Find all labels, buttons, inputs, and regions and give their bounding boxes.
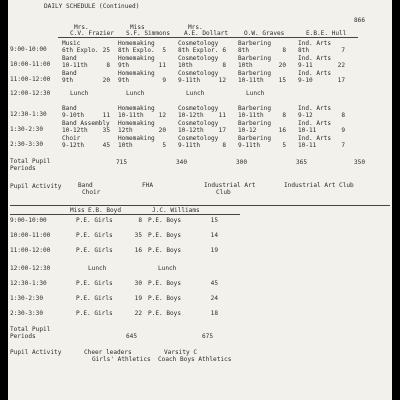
teacher-name: J.C. Williams	[152, 207, 200, 214]
pupil-count: 24	[210, 295, 218, 302]
class-subject: Choir	[62, 135, 81, 142]
class-subject: Lunch	[158, 265, 177, 272]
class-subject: Music	[62, 40, 81, 47]
class-subject: P.E. Boys	[148, 247, 182, 254]
pupil-count: 22	[134, 310, 142, 317]
class-subject: Ind. Arts	[298, 55, 332, 62]
pupil-count: 8	[222, 62, 226, 69]
class-subject: Cosmetology	[178, 135, 219, 142]
activity-name: Club	[216, 189, 231, 196]
time-slot: 11:00-12:00	[10, 247, 51, 254]
total-value: 300	[236, 159, 248, 166]
class-subject: P.E. Girls	[76, 280, 113, 287]
class-grade: 9-11th	[238, 142, 261, 149]
time-slot: 12:30-1:30	[10, 111, 47, 118]
class-subject: Barbering	[238, 55, 272, 62]
time-slot: 9:00-10:00	[10, 46, 47, 53]
pupil-count: 20	[158, 127, 166, 134]
class-subject: Barbering	[238, 70, 272, 77]
time-slot: 12:00-12:30	[10, 90, 51, 97]
class-grade: 8th Explo.	[118, 47, 155, 54]
pupil-count: 8	[282, 112, 286, 119]
class-grade: 10-11th	[62, 62, 88, 69]
document-title: DAILY SCHEDULE (Continued)	[44, 3, 140, 10]
time-slot: 1:30-2:30	[10, 295, 44, 302]
time-slot: 11:00-12:00	[10, 76, 51, 83]
header-rule-1	[58, 37, 358, 38]
class-subject: Ind. Arts	[298, 105, 332, 112]
total-value: 340	[176, 159, 188, 166]
pupil-count: 20	[102, 77, 110, 84]
class-grade: 6th Explo.	[62, 47, 99, 54]
class-subject: Homemaking	[118, 135, 155, 142]
class-subject: Ind. Arts	[298, 135, 332, 142]
class-subject: Barbering	[238, 120, 272, 127]
pupil-count: 17	[218, 127, 226, 134]
class-subject: Homemaking	[118, 120, 155, 127]
pupil-count: 11	[218, 112, 226, 119]
pupil-count: 6	[222, 47, 226, 54]
activity-name: Coach Boys Athletics	[158, 356, 232, 363]
pupil-count: 15	[210, 217, 218, 224]
class-subject: Barbering	[238, 135, 272, 142]
header-rule-2	[10, 214, 240, 215]
pupil-count: 16	[134, 247, 142, 254]
class-subject: Lunch	[70, 90, 89, 97]
pupil-count: 8	[106, 62, 110, 69]
class-grade: 10-11th	[118, 112, 144, 119]
total-value: 675	[202, 333, 214, 340]
class-subject: Cosmetology	[178, 55, 219, 62]
activity-name: Varsity C	[164, 349, 198, 356]
total-value: 715	[116, 159, 128, 166]
class-subject: P.E. Boys	[148, 310, 182, 317]
pupil-count: 19	[134, 295, 142, 302]
pupil-count: 15	[278, 77, 286, 84]
class-grade: 9-10	[298, 77, 313, 84]
activity-label: Pupil Activity	[10, 349, 62, 356]
class-grade: 10th	[238, 62, 253, 69]
activity-name: FHA	[142, 182, 154, 189]
class-grade: 10th	[178, 62, 193, 69]
teacher-name: C.V. Frazier	[70, 30, 115, 37]
class-grade: 9-12	[298, 112, 313, 119]
class-subject: P.E. Girls	[76, 232, 113, 239]
pupil-count: 16	[278, 127, 286, 134]
pupil-count: 18	[210, 310, 218, 317]
teacher-title: Mrs.	[74, 24, 89, 31]
teacher-title: Miss	[130, 24, 145, 31]
activity-name: Girls' Athletics	[92, 356, 151, 363]
class-grade: 10-12th	[62, 127, 88, 134]
pupil-count: 8	[282, 47, 286, 54]
class-subject: Cosmetology	[178, 70, 219, 77]
class-subject: P.E. Boys	[148, 217, 182, 224]
pupil-count: 5	[162, 142, 166, 149]
class-subject: Ind. Arts	[298, 70, 332, 77]
pupil-count: 12	[218, 77, 226, 84]
class-subject: Ind. Arts	[298, 120, 332, 127]
class-grade: 10-11th	[238, 77, 264, 84]
teacher-name: E.B. Boyd	[88, 207, 122, 214]
class-grade: 8th Explor.	[178, 47, 219, 54]
pupil-count: 12	[158, 112, 166, 119]
class-subject: Homemaking	[118, 40, 155, 47]
pupil-count: 8	[222, 142, 226, 149]
time-slot: 1:30-2:30	[10, 126, 44, 133]
teacher-name: E.B.E. Hull	[306, 30, 347, 37]
class-grade: 10-12th	[178, 127, 204, 134]
class-subject: Homemaking	[118, 55, 155, 62]
pupil-count: 35	[134, 232, 142, 239]
class-grade: 10th	[118, 142, 133, 149]
pupil-count: 8	[138, 217, 142, 224]
teacher-name: A.E. Dollart	[184, 30, 229, 37]
class-subject: Cosmetology	[178, 120, 219, 127]
pupil-count: 5	[162, 47, 166, 54]
class-subject: P.E. Boys	[148, 295, 182, 302]
class-subject: Band	[62, 105, 77, 112]
pupil-count: 17	[337, 77, 345, 84]
class-subject: Band	[62, 55, 77, 62]
class-subject: P.E. Girls	[76, 310, 113, 317]
class-grade: 10-12	[238, 127, 257, 134]
class-grade: 9th	[118, 77, 130, 84]
teacher-title: Miss	[70, 207, 85, 214]
pupil-count: 7	[341, 142, 345, 149]
class-grade: 8th	[298, 47, 310, 54]
class-subject: P.E. Boys	[148, 232, 182, 239]
activity-name: Cheer leaders	[84, 349, 132, 356]
class-grade: 9-11th	[178, 77, 201, 84]
class-grade: 10-12th	[178, 112, 204, 119]
class-subject: Homemaking	[118, 105, 155, 112]
class-subject: P.E. Girls	[76, 247, 113, 254]
pupil-count: 45	[210, 280, 218, 287]
pupil-count: 11	[102, 112, 110, 119]
time-slot: 2:30-3:30	[10, 310, 44, 317]
total-value: 645	[126, 333, 138, 340]
class-grade: 8th	[238, 47, 250, 54]
class-grade: 9-11th	[178, 142, 201, 149]
pupil-count: 20	[278, 62, 286, 69]
activity-name: Industrial Art Club	[284, 182, 354, 189]
pupil-count: 25	[102, 47, 110, 54]
class-grade: 10-11th	[238, 112, 264, 119]
class-grade: 9th	[62, 77, 74, 84]
class-grade: 9-12th	[62, 142, 85, 149]
totals-label: Periods	[10, 333, 36, 340]
class-subject: Barbering	[238, 105, 272, 112]
class-subject: Ind. Arts	[298, 40, 332, 47]
divider-rule	[10, 205, 390, 206]
pupil-count: 35	[102, 127, 110, 134]
pupil-count: 22	[337, 62, 345, 69]
class-grade: 10-11	[298, 142, 317, 149]
teacher-title: Mrs.	[188, 24, 203, 31]
total-value: 365	[296, 159, 308, 166]
class-subject: Lunch	[126, 90, 145, 97]
class-subject: Lunch	[246, 90, 265, 97]
pupil-count: 7	[341, 47, 345, 54]
time-slot: 12:30-1:30	[10, 280, 47, 287]
activity-label: Pupil Activity	[10, 183, 62, 190]
pupil-count: 8	[341, 112, 345, 119]
class-subject: Band Assembly	[62, 120, 110, 127]
teacher-name: S.F. Simmons	[126, 30, 171, 37]
class-subject: P.E. Girls	[76, 217, 113, 224]
class-grade: 10-11	[298, 127, 317, 134]
activity-name: Choir	[82, 189, 101, 196]
class-grade: 9-11	[298, 62, 313, 69]
class-subject: Cosmetology	[178, 40, 219, 47]
time-slot: 10:00-11:00	[10, 61, 51, 68]
pupil-count: 9	[341, 127, 345, 134]
pupil-count: 9	[162, 77, 166, 84]
total-value: 350	[354, 159, 366, 166]
pupil-count: 14	[210, 232, 218, 239]
pupil-count: 11	[158, 62, 166, 69]
class-subject: Cosmetology	[178, 105, 219, 112]
class-subject: P.E. Girls	[76, 295, 113, 302]
totals-label: Total Pupil	[10, 326, 51, 333]
time-slot: 10:00-11:00	[10, 232, 51, 239]
activity-name: Band	[78, 182, 93, 189]
totals-label: Periods	[10, 165, 36, 172]
class-subject: P.E. Boys	[148, 280, 182, 287]
time-slot: 9:00-10:00	[10, 217, 47, 224]
time-slot: 12:00-12:30	[10, 265, 51, 272]
pupil-count: 45	[102, 142, 110, 149]
teacher-name: O.W. Graves	[244, 30, 285, 37]
class-grade: 9-10th	[62, 112, 85, 119]
totals-label: Total Pupil	[10, 158, 51, 165]
class-grade: 9th	[118, 62, 130, 69]
activity-name: Industrial Art	[204, 182, 256, 189]
pupil-count: 19	[210, 247, 218, 254]
class-subject: Lunch	[186, 90, 205, 97]
time-slot: 2:30-3:30	[10, 141, 44, 148]
class-subject: Lunch	[88, 265, 107, 272]
class-subject: Barbering	[238, 40, 272, 47]
page-number: 866	[354, 17, 366, 24]
document-page	[8, 0, 392, 400]
class-grade: 12th	[118, 127, 133, 134]
class-subject: Band	[62, 70, 77, 77]
class-subject: Homemaking	[118, 70, 155, 77]
pupil-count: 5	[282, 142, 286, 149]
pupil-count: 30	[134, 280, 142, 287]
